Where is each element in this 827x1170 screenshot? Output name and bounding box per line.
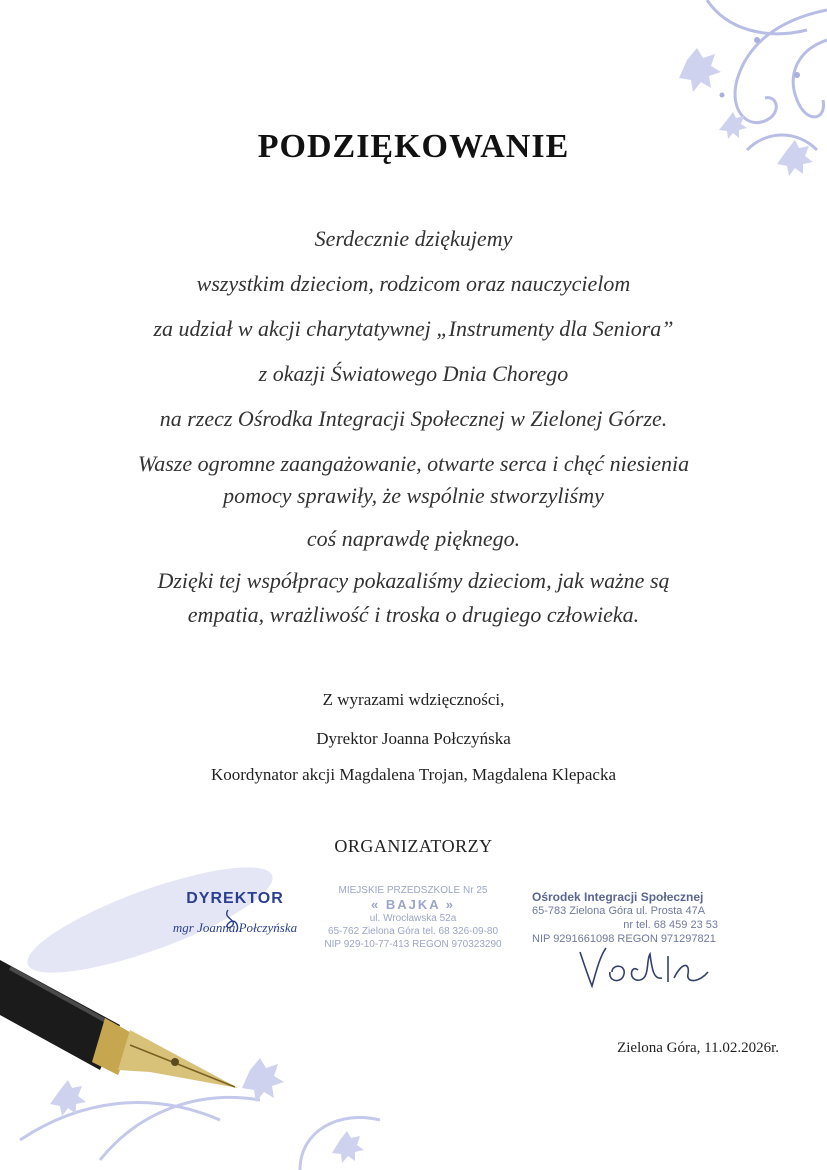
preschool-stamp-name: « BAJKA » [371, 897, 455, 912]
message-line: Serdecznie dziękujemy [314, 226, 513, 251]
center-stamp-phone: nr tel. 68 459 23 53 [623, 919, 718, 931]
center-stamp-address: 65-783 Zielona Góra ul. Prosta 47A [532, 905, 706, 917]
document-title: PODZIĘKOWANIE [257, 128, 570, 165]
director-signature [218, 908, 248, 934]
closing-director: Dyrektor Joanna Połczyńska [316, 729, 511, 748]
message-line: pomocy sprawiły, że wspólnie stworzyliśmy [223, 483, 604, 508]
message-line: wszystkim dzieciom, rodzicom oraz nauczycielom [196, 271, 631, 296]
center-stamp-heading: Ośrodek Integracji Społecznej [532, 890, 704, 904]
preschool-stamp [318, 884, 508, 951]
message-line: z okazji Światowego Dnia Chorego [258, 361, 569, 386]
message-line: empatia, wrażliwość i troska o drugiego człowieka. [187, 602, 640, 627]
center-signature [550, 942, 720, 990]
preschool-stamp-line: ul. Wrocławska 52a [369, 913, 457, 924]
message-line: za udział w akcji charytatywnej „Instrumenty dla Seniora” [153, 316, 674, 341]
place-and-date: Zielona Góra, 11.02.2026r. [617, 1040, 779, 1056]
message-line: na rzecz Ośrodka Integracji Społecznej w Zielonej Górze. [159, 406, 668, 431]
center-stamp-ids: NIP 9291661098 REGON 971297821 [532, 933, 716, 945]
preschool-stamp-line: 65-762 Zielona Góra tel. 68 326-09-80 [327, 926, 499, 937]
closing-coordinator: Koordynator akcji Magdalena Trojan, Magdalena Klepacka [210, 765, 617, 784]
message-line: Dzięki tej współpracy pokazaliśmy dzieciom, jak ważne są [157, 568, 670, 593]
director-stamp-heading: DYREKTOR [186, 890, 284, 907]
closing-regards: Z wyrazami wdzięczności, [322, 690, 505, 709]
organizers-heading: ORGANIZATORZY [334, 836, 493, 856]
preschool-stamp-line: NIP 929-10-77-413 REGON 970323290 [324, 939, 502, 950]
director-stamp-name: mgr Joanna Połczyńska [172, 920, 298, 935]
message-line: Wasze ogromne zaangażowanie, otwarte serca i chęć niesienia [137, 451, 690, 476]
center-stamp [532, 890, 722, 946]
director-stamp [160, 890, 310, 936]
message-line: coś naprawdę pięknego. [306, 526, 521, 551]
preschool-stamp-line: MIEJSKIE PRZEDSZKOLE Nr 25 [338, 885, 488, 896]
